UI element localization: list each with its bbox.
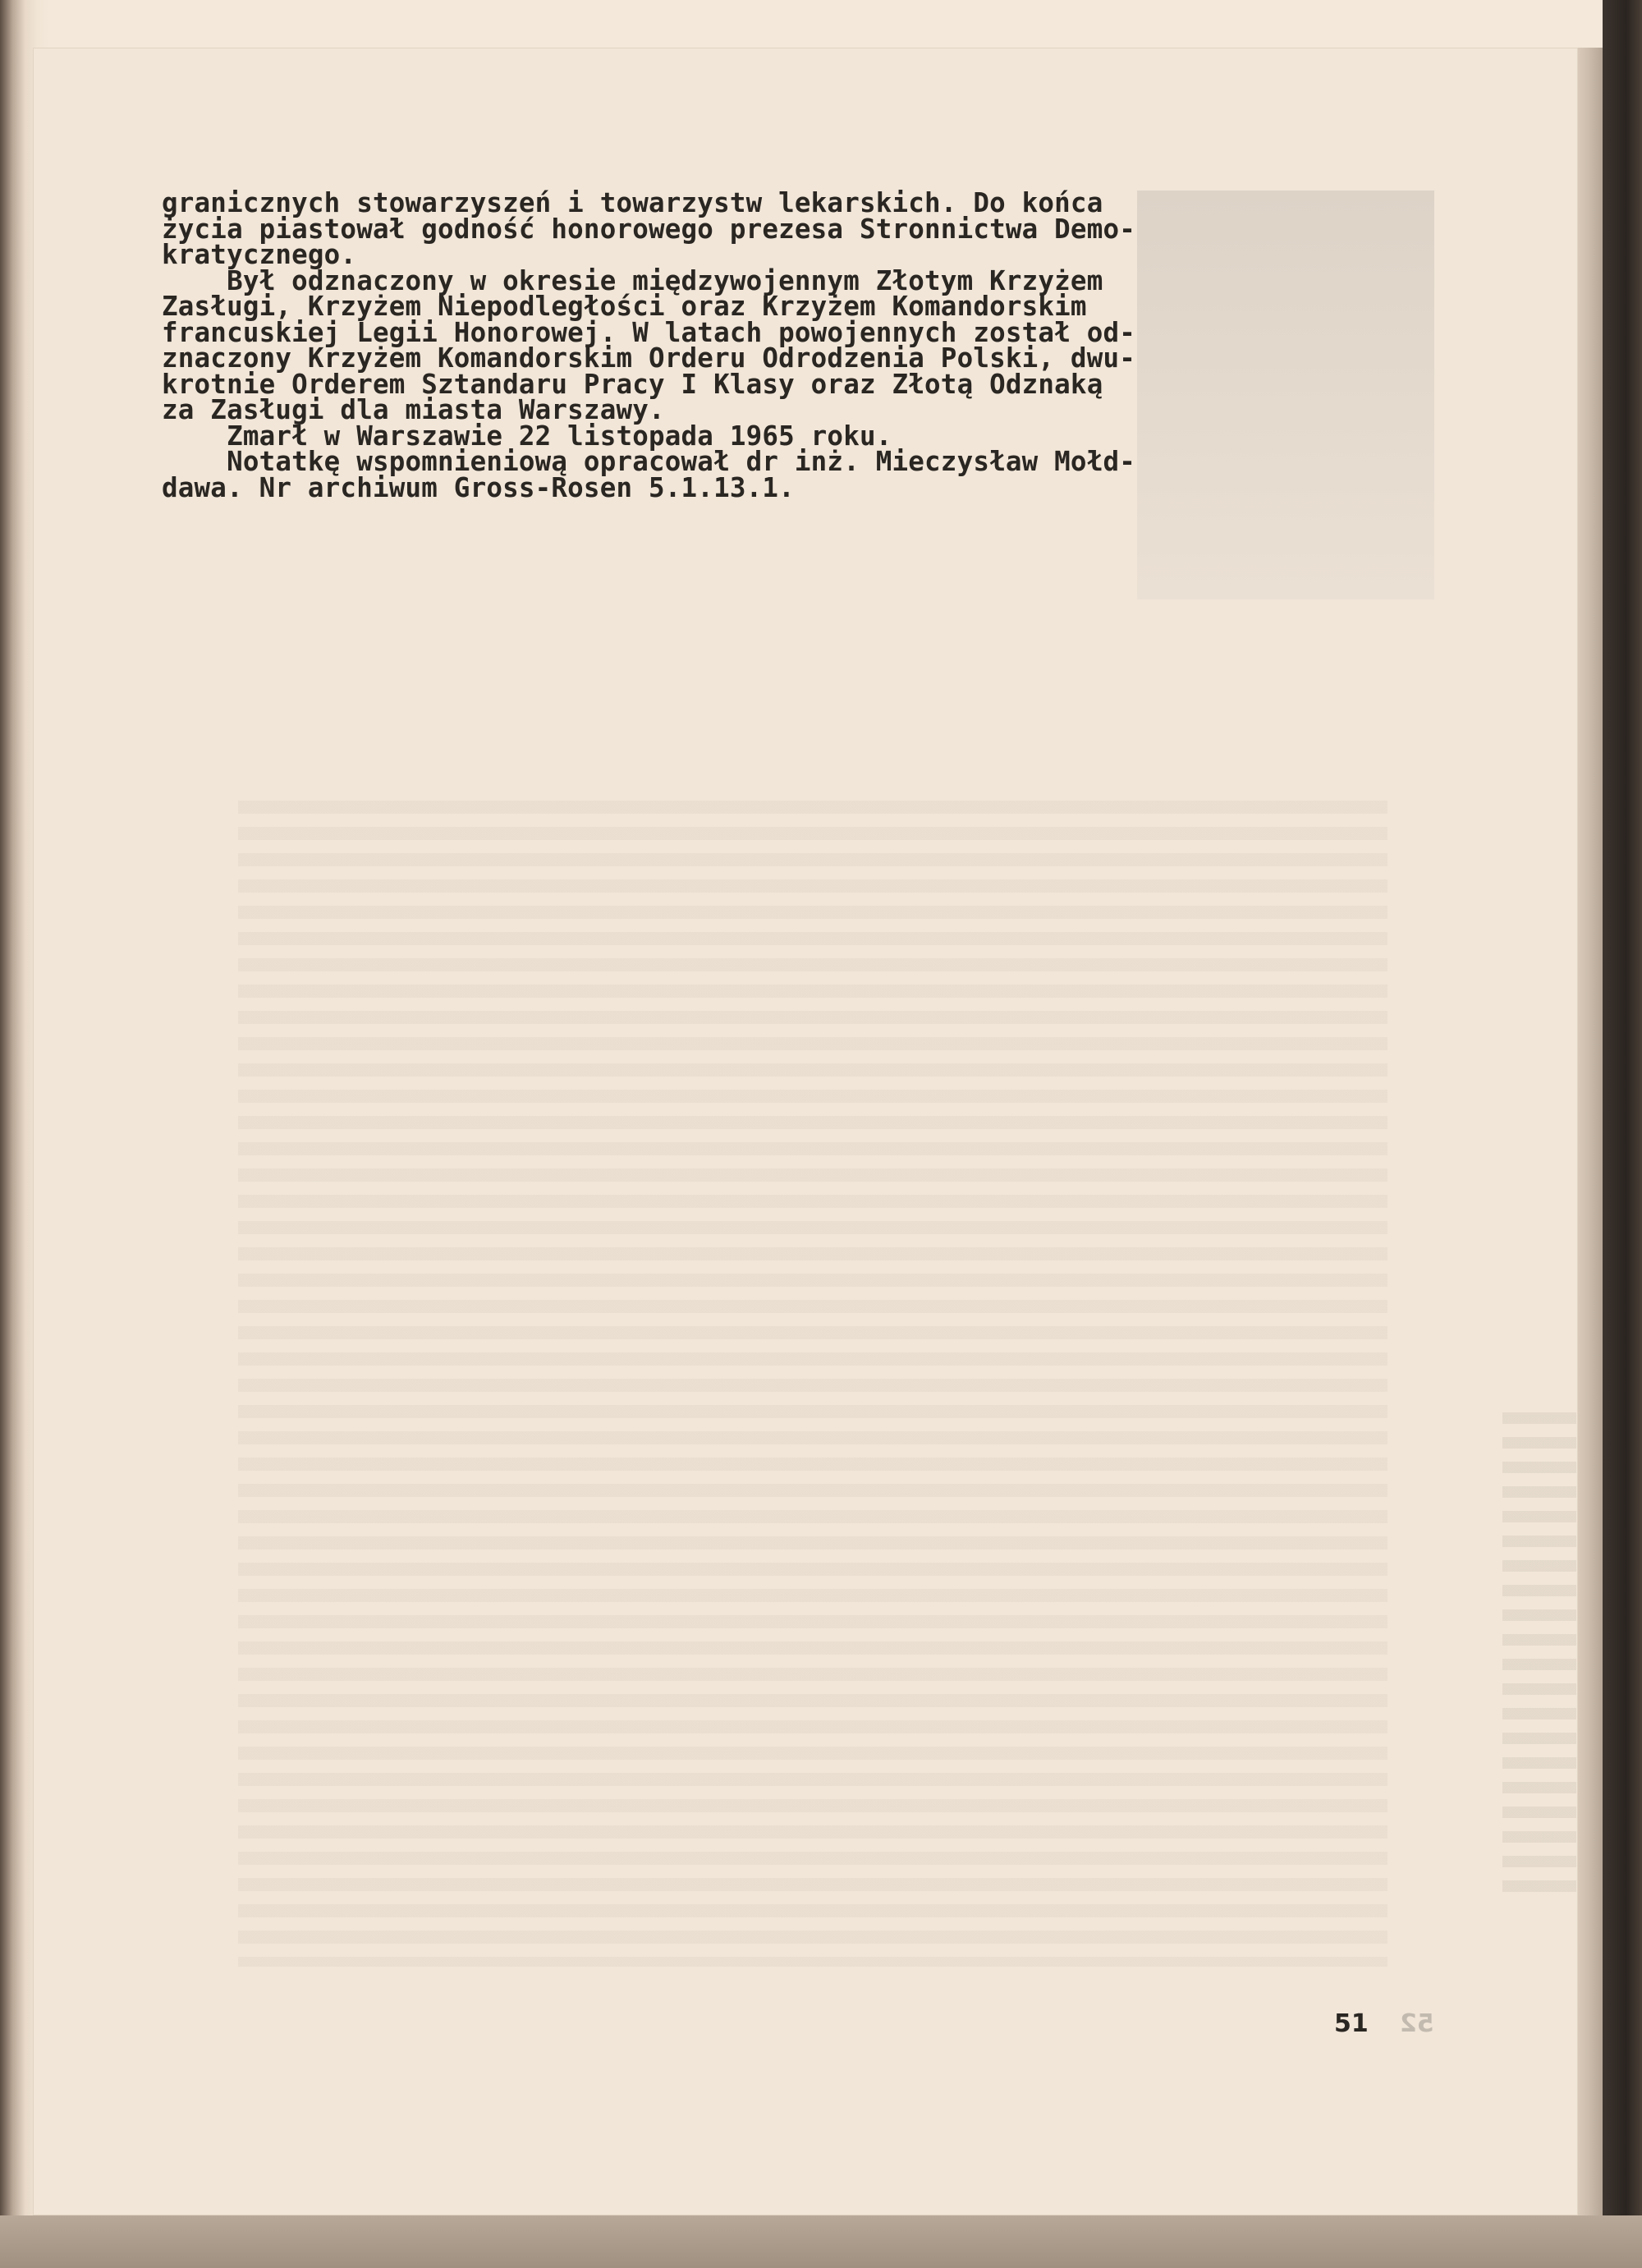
text-line: kratycznego. [162, 239, 357, 270]
bleed-through-margin-text [1502, 1412, 1576, 1905]
text-line: za Zasługi dla miasta Warszawy. [162, 394, 665, 425]
text-line: Notatkę wspomnieniową opracował dr inż. Mieczysław Mołd- [162, 446, 1135, 477]
text-line: dawa. Nr archiwum Gross-Rosen 5.1.13.1. [162, 471, 795, 503]
text-line: krotnie Orderem Sztandaru Pracy I Klasy oraz Złotą Odznaką [162, 368, 1103, 400]
text-line: Zmarł w Warszawie 22 listopada 1965 roku. [162, 420, 892, 452]
text-line: znaczony Krzyżem Komandorskim Orderu Odrodzenia Polski, dwu- [162, 342, 1135, 374]
text-line: Był odznaczony w okresie międzywojennym Złotym Krzyżem [162, 264, 1103, 296]
background-surface [0, 2215, 1642, 2268]
page-edges [1578, 48, 1603, 2224]
page-number: 51 [1334, 2009, 1369, 2038]
text-line: granicznych stowarzyszeń i towarzystw lekarskich. Do końca [162, 187, 1103, 218]
text-line: Zasługi, Krzyżem Niepodległości oraz Krzyżem Komandorskim [162, 291, 1087, 322]
body-text [162, 187, 1360, 503]
page-number-bleed-through: 52 [1400, 2009, 1434, 2038]
back-cover-edge [1603, 0, 1642, 2268]
text-line: francuskiej Legii Honorowej. W latach powojennych został od- [162, 316, 1135, 348]
bleed-through-text [238, 801, 1387, 1967]
book-spine-fold [0, 0, 36, 2268]
text-line: życia piastował godność honorowego prezesa Stronnictwa Demo- [162, 213, 1135, 245]
